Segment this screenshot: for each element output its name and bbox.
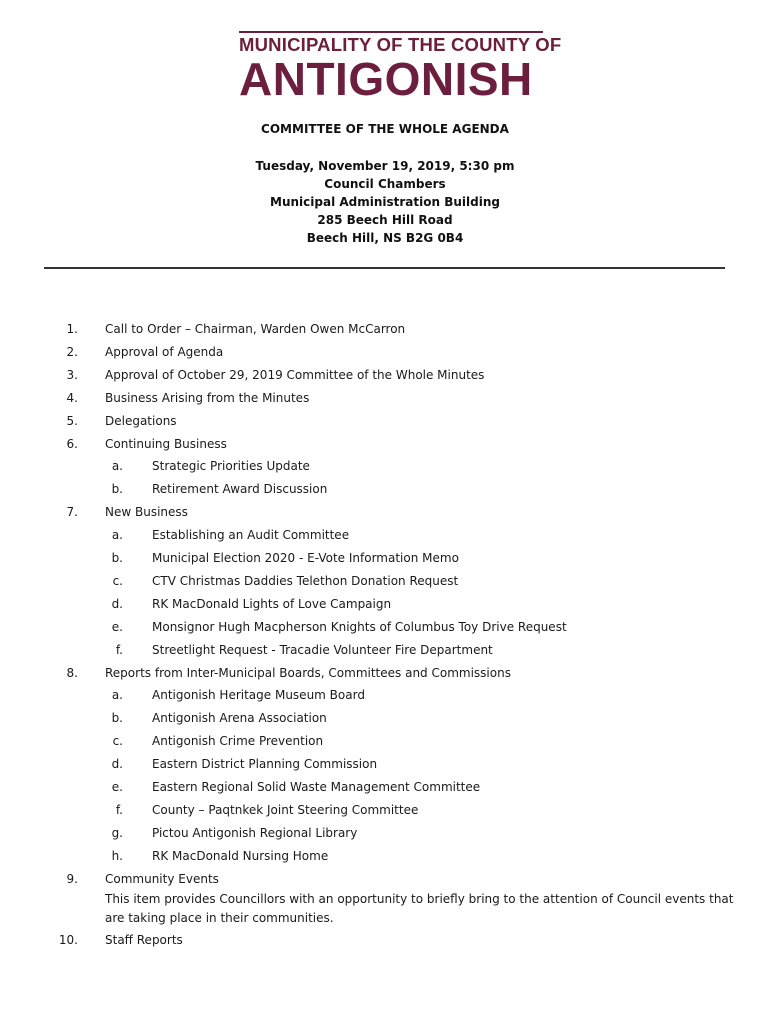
meeting-date-time: Tuesday, November 19, 2019, 5:30 pm xyxy=(255,159,515,173)
agenda-item-number: 5. xyxy=(66,413,78,428)
agenda-item-title: Business Arising from the Minutes xyxy=(105,390,310,405)
agenda-subitem-letter: d. xyxy=(111,757,123,772)
meeting-details xyxy=(0,157,770,247)
meeting-street: 285 Beech Hill Road xyxy=(317,213,453,227)
agenda-subitem-title: Municipal Election 2020 - E-Vote Information Memo xyxy=(152,551,459,565)
agenda-subitem-title: RK MacDonald Lights of Love Campaign xyxy=(152,596,392,611)
agenda-item-title: Continuing Business xyxy=(105,436,227,451)
agenda-subitem-letter: b. xyxy=(111,711,123,726)
agenda-subitem-title: Antigonish Heritage Museum Board xyxy=(152,688,365,703)
agenda-item-number: 4. xyxy=(66,390,78,405)
agenda-subitem-letter: e. xyxy=(111,619,123,634)
agenda-item-number: 6. xyxy=(66,436,78,451)
agenda-subitem-letter: b. xyxy=(111,482,123,497)
agenda-item-title: Call to Order – Chairman, Warden Owen McCarron xyxy=(105,322,406,336)
logo-top-rule xyxy=(239,31,543,33)
agenda-subitem-letter: e. xyxy=(111,780,123,794)
agenda-item-title: Approval of October 29, 2019 Committee of the Whole Minutes xyxy=(105,367,485,382)
agenda-subitem-title: County – Paqtnkek Joint Steering Committee xyxy=(152,802,419,817)
agenda-subitem-title: Establishing an Audit Committee xyxy=(152,528,350,543)
agenda-item-title: New Business xyxy=(105,505,188,520)
agenda-subitem-letter: b. xyxy=(111,551,123,565)
agenda-subitem-title: Streetlight Request - Tracadie Volunteer Fire Department xyxy=(152,642,493,657)
agenda-subitem-letter: a. xyxy=(111,528,123,543)
agenda-item-description: This item provides Councillors with an opportunity to briefly bring to the attention of Council events that are taking place in their communities. xyxy=(105,891,734,925)
agenda-subitem-title: Pictou Antigonish Regional Library xyxy=(152,825,358,840)
agenda-subitem-title: Monsignor Hugh Macpherson Knights of Columbus Toy Drive Request xyxy=(152,619,567,634)
agenda-item-title: Community Events xyxy=(105,871,219,886)
agenda-subitem-letter: c. xyxy=(112,734,123,749)
agenda-item-title: Delegations xyxy=(105,413,177,428)
logo-line-2: ANTIGONISH xyxy=(239,53,533,105)
agenda-item-number: 8. xyxy=(66,665,78,680)
agenda-subitem-title: Antigonish Arena Association xyxy=(152,711,327,726)
agenda-subitem-title: Eastern Regional Solid Waste Management Committee xyxy=(152,780,481,794)
agenda-subitem-title: Antigonish Crime Prevention xyxy=(152,734,324,749)
agenda-subitem-title: Strategic Priorities Update xyxy=(152,459,310,474)
meeting-room: Council Chambers xyxy=(324,177,446,191)
agenda-title: COMMITTEE OF THE WHOLE AGENDA xyxy=(261,122,509,136)
agenda-subitem-letter: a. xyxy=(111,459,123,474)
agenda-item-title: Staff Reports xyxy=(105,932,183,947)
agenda-subitem-title: RK MacDonald Nursing Home xyxy=(152,848,329,863)
logo-line-1: MUNICIPALITY OF THE COUNTY OF xyxy=(239,34,562,55)
agenda-item-number: 7. xyxy=(66,505,78,520)
agenda-subitem-letter: g. xyxy=(111,825,123,840)
agenda-item-number: 10. xyxy=(58,932,78,947)
meeting-building: Municipal Administration Building xyxy=(270,195,500,209)
meeting-city: Beech Hill, NS B2G 0B4 xyxy=(306,231,464,245)
agenda-subitem-letter: d. xyxy=(111,596,123,611)
agenda-item-number: 2. xyxy=(66,344,78,359)
agenda-subitem-title: Retirement Award Discussion xyxy=(152,482,328,497)
agenda-item-title: Reports from Inter-Municipal Boards, Committees and Commissions xyxy=(105,665,511,680)
agenda-subitem-title: Eastern District Planning Commission xyxy=(152,757,378,772)
agenda-subitem-letter: a. xyxy=(111,688,123,703)
agenda-subitem-letter: f. xyxy=(115,802,123,817)
agenda-item-number: 1. xyxy=(66,322,78,336)
agenda-item-number: 9. xyxy=(66,871,78,886)
agenda-subitem-letter: c. xyxy=(112,573,123,588)
header-divider xyxy=(44,267,725,269)
agenda-item-number: 3. xyxy=(66,367,78,382)
agenda-item-title: Approval of Agenda xyxy=(105,344,224,359)
agenda-subitem-letter: h. xyxy=(111,848,123,863)
agenda-subitem-letter: f. xyxy=(115,642,123,657)
municipality-logo xyxy=(239,31,562,105)
agenda-subitem-title: CTV Christmas Daddies Telethon Donation Request xyxy=(152,573,459,588)
